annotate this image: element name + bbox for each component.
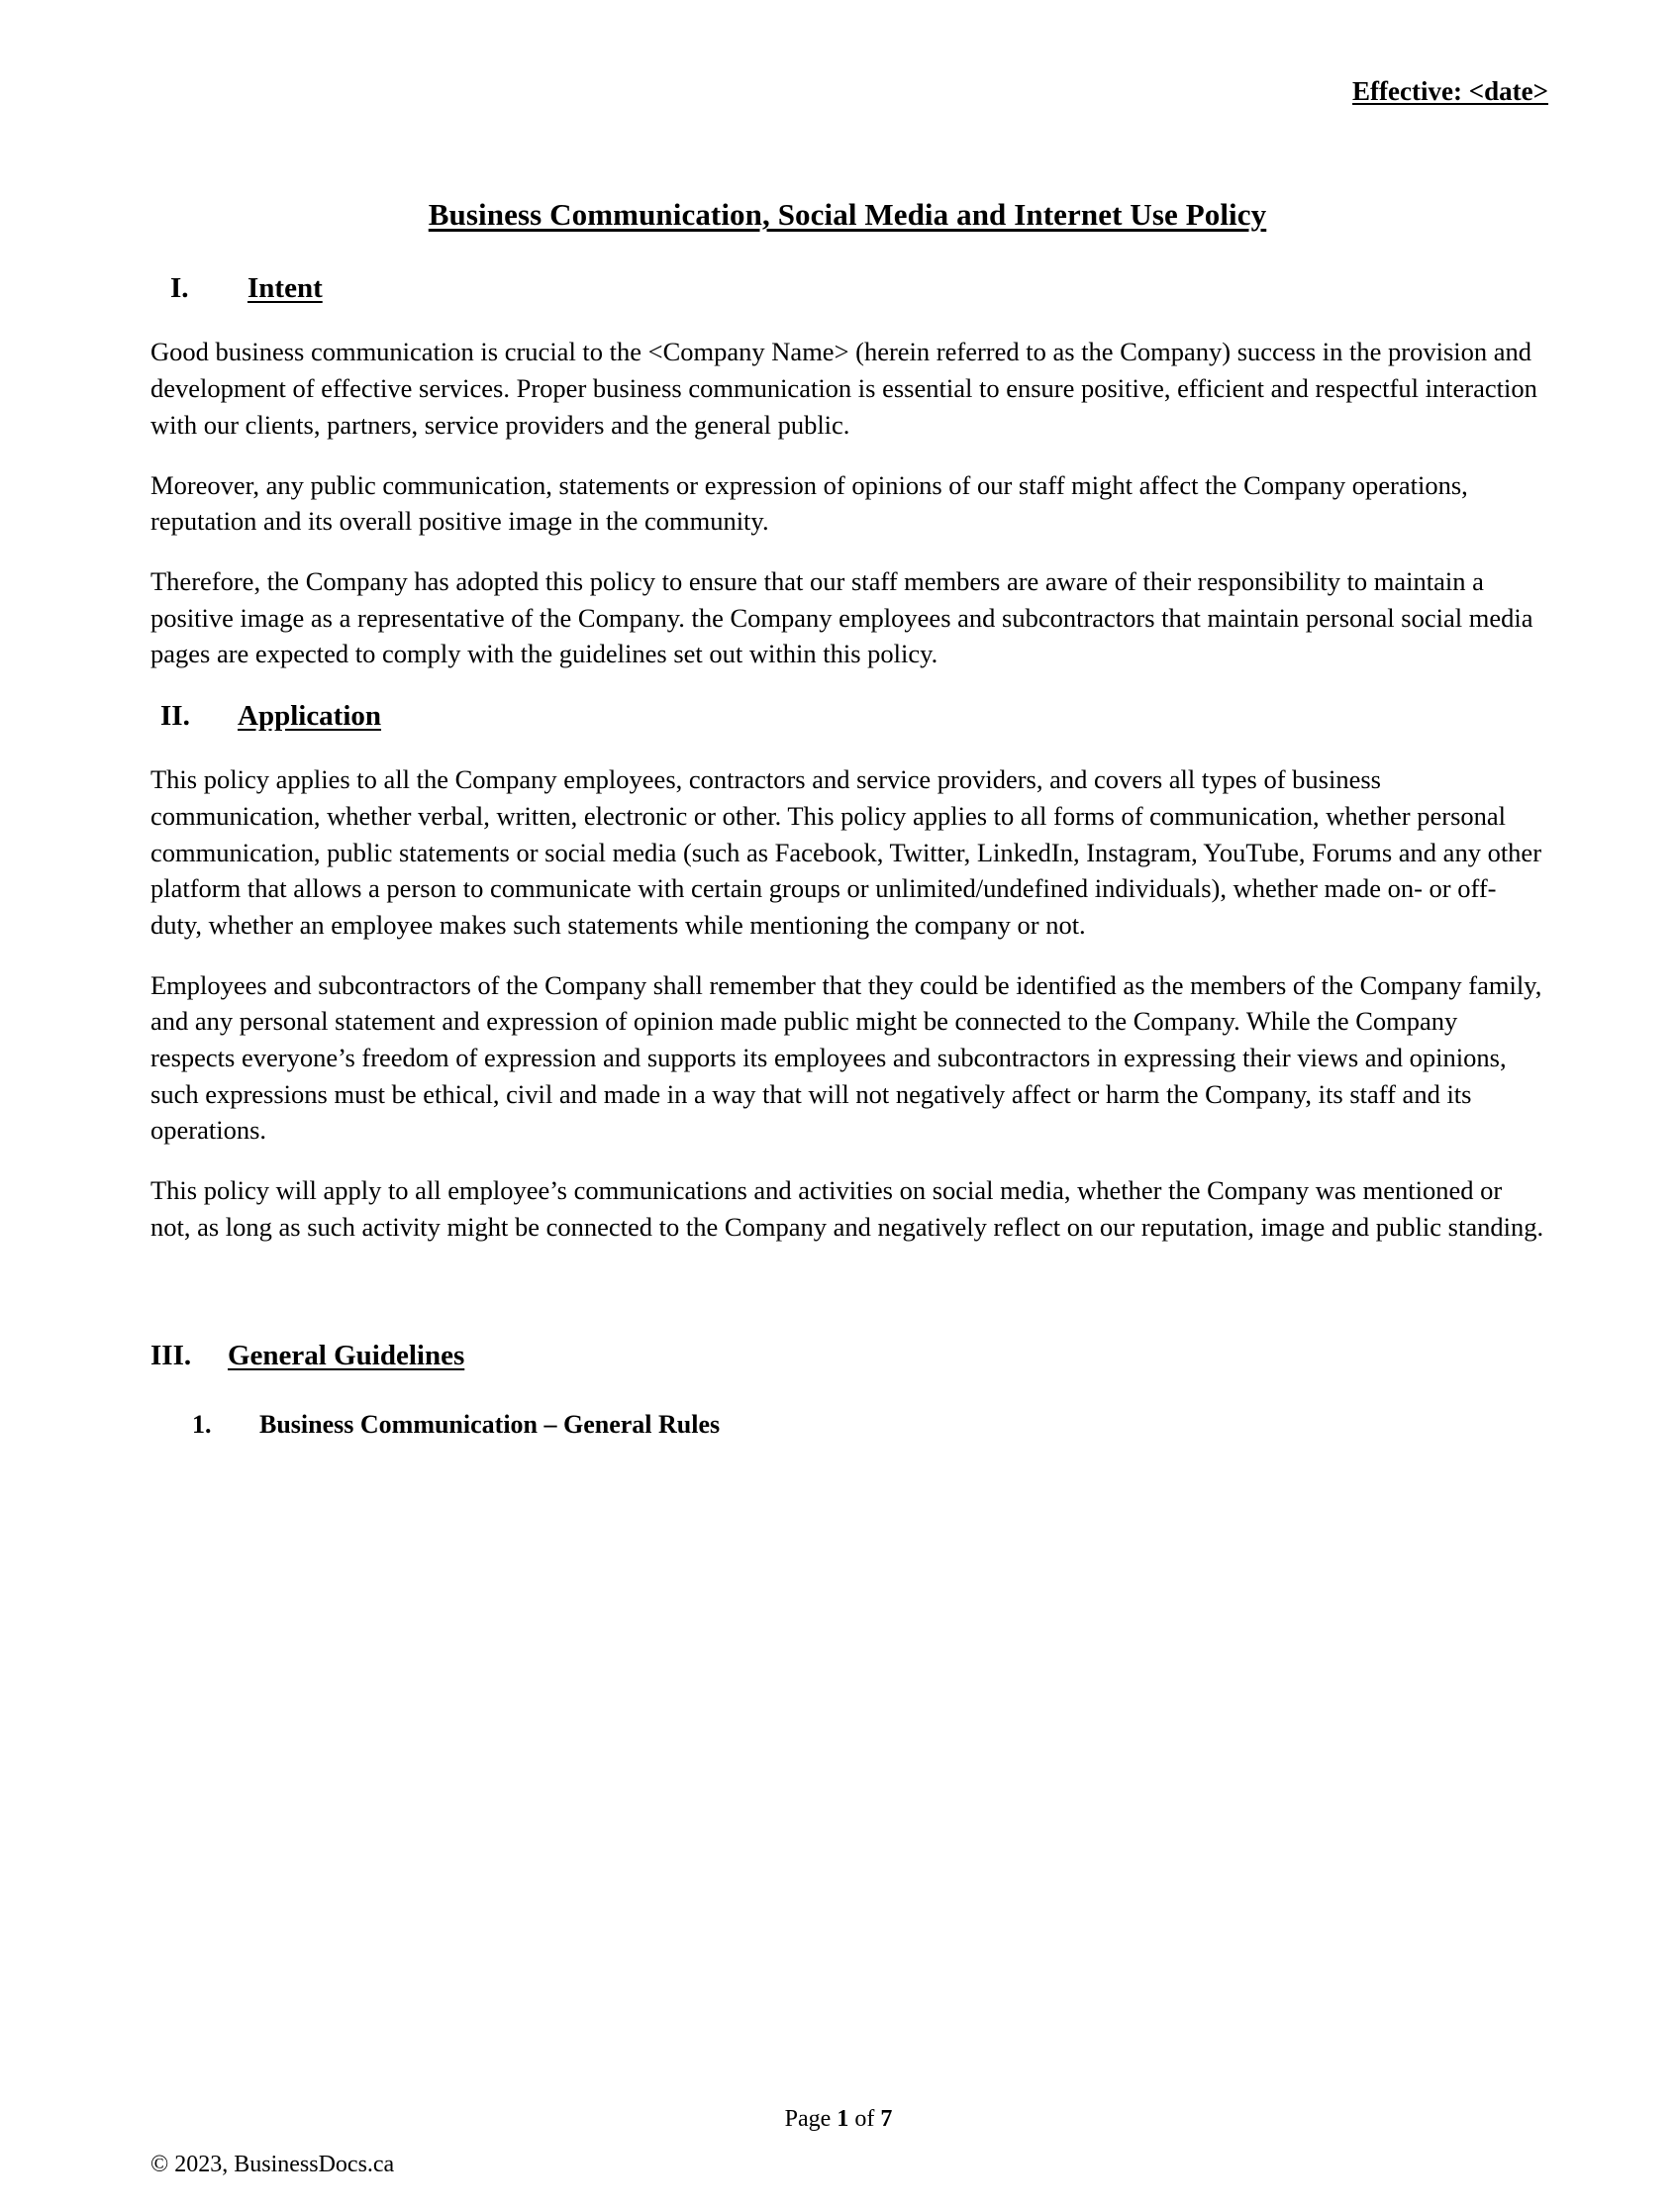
section-numeral: III. bbox=[150, 1340, 192, 1372]
paragraph: Employees and subcontractors of the Company shall remember that they could be identified as the members of the Company family, and any personal statement and expression of opinion made public might be connected to the Company. While the Company respects everyone’s freedom of expression and supports its employees and subcontractors in expressing their views and opinions, such expressions must be ethical, civil and made in a way that will not negatively affect or harm the Company, its staff and its operations. bbox=[150, 969, 1542, 1146]
effective-date-text: Effective: <date> bbox=[1352, 76, 1548, 106]
section-numeral: II. bbox=[160, 699, 190, 732]
section-title: Application bbox=[238, 699, 382, 732]
paragraph: This policy will apply to all employee’s communications and activities on social media, whether the Company was mentioned or not, as long as such activity might be connected to the Company and negatively reflect on our reputation, image and public standing. bbox=[150, 1175, 1544, 1242]
paragraph: Moreover, any public communication, statements or expression of opinions of our staff might affect the Company operations, reputation and its overall positive image in the community. bbox=[150, 469, 1468, 537]
section-heading-general-guidelines bbox=[150, 1338, 1544, 1373]
section-title: Intent bbox=[247, 272, 323, 305]
list-item-label: Business Communication – General Rules bbox=[259, 1409, 721, 1439]
document-body bbox=[150, 196, 1544, 1441]
paragraph: This policy applies to all the Company employees, contractors and service providers, and covers all types of business communication, whether verbal, written, electronic or other. This policy applies to all forms of communication, whether personal communication, public statements or social media (such as Facebook, Twitter, LinkedIn, Instagram, YouTube, Forums and any other platform that allows a person to communicate with certain groups or unlimited/undefined individuals), whether made on- or off-duty, whether an employee makes such statements while mentioning the company or not. bbox=[150, 764, 1542, 940]
spacer bbox=[150, 734, 1544, 761]
section-heading-application bbox=[160, 698, 1544, 734]
paragraph: Therefore, the Company has adopted this policy to ensure that our staff members are aware of their responsibility to maintain a positive image as a representative of the Company. the Company employees and subcontractors that maintain personal social media pages are expected to comply with the guidelines set out within this policy. bbox=[150, 565, 1533, 669]
effective-date-header bbox=[148, 77, 1548, 107]
copyright-notice: © 2023, BusinessDocs.ca bbox=[150, 2152, 395, 2177]
paragraph: Good business communication is crucial to the <Company Name> (herein referred to as the Company) success in the provision and development of effective services. Proper business communication is essential to ensure positive, efficient and respectful interaction with our clients, partners, service providers and the general public. bbox=[150, 337, 1537, 440]
page-total: 7 bbox=[880, 2106, 893, 2132]
list-item bbox=[192, 1408, 1544, 1442]
section-numeral: I. bbox=[170, 272, 189, 305]
page-label-prefix: Page bbox=[784, 2106, 838, 2132]
page-number-footer bbox=[0, 2105, 1677, 2134]
spacer bbox=[150, 306, 1544, 334]
list-item-number: 1. bbox=[192, 1409, 212, 1439]
page-title: Business Communication, Social Media and Internet Use Policy bbox=[428, 197, 1267, 232]
section-heading-intent bbox=[170, 270, 1544, 306]
page-label-mid: of bbox=[848, 2106, 881, 2132]
page-current: 1 bbox=[837, 2106, 849, 2132]
section-title: General Guidelines bbox=[228, 1340, 465, 1372]
